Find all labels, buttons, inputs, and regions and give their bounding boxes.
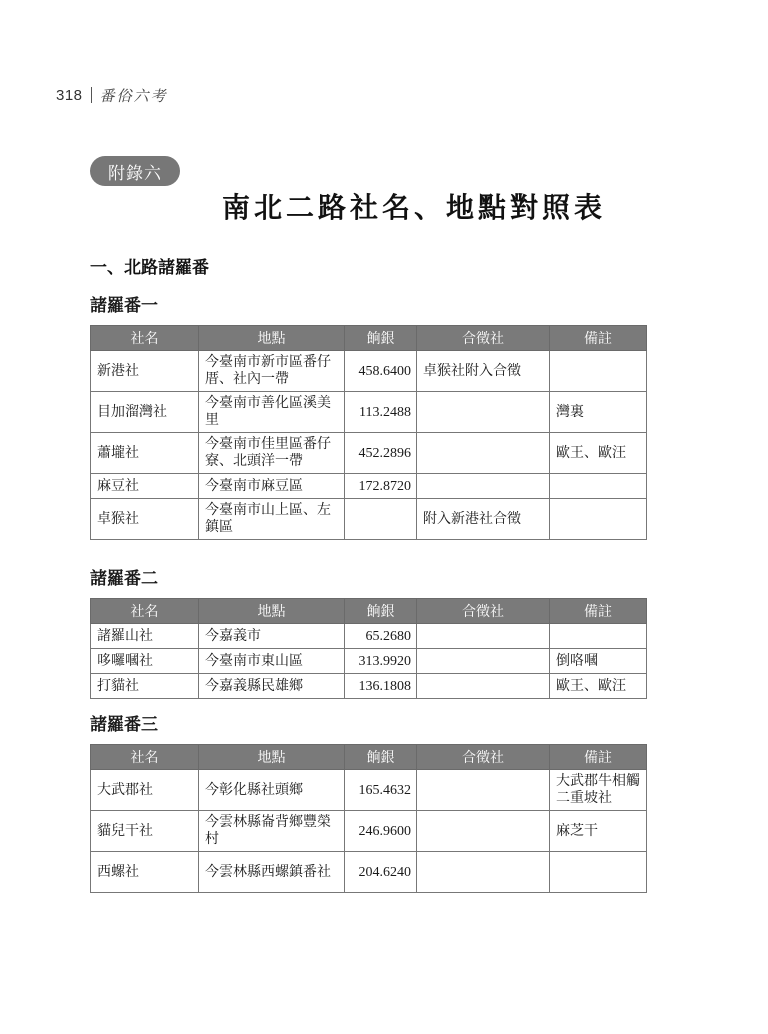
cell-tax: 136.1808 bbox=[345, 674, 417, 699]
group-2 bbox=[90, 569, 646, 699]
cell-location: 今臺南市善化區溪美里 bbox=[199, 392, 345, 433]
cell-name: 大武郡社 bbox=[91, 770, 199, 811]
cell-name: 西螺社 bbox=[91, 852, 199, 893]
cell-merged bbox=[417, 770, 550, 811]
col-header-name: 社名 bbox=[91, 326, 199, 351]
table-row bbox=[91, 624, 647, 649]
group-title: 諸羅番一 bbox=[90, 296, 158, 316]
cell-location: 今雲林縣崙背鄉豐榮村 bbox=[199, 811, 345, 852]
table-group-2 bbox=[90, 598, 647, 699]
col-header-location: 地點 bbox=[199, 326, 345, 351]
cell-merged: 附入新港社合徵 bbox=[417, 499, 550, 540]
cell-merged bbox=[417, 474, 550, 499]
cell-tax bbox=[345, 499, 417, 540]
cell-tax: 458.6400 bbox=[345, 351, 417, 392]
cell-tax: 452.2896 bbox=[345, 433, 417, 474]
table-group-1 bbox=[90, 325, 647, 540]
running-header bbox=[56, 84, 168, 106]
col-header-merged: 合徵社 bbox=[417, 326, 550, 351]
cell-merged bbox=[417, 674, 550, 699]
col-header-location: 地點 bbox=[199, 745, 345, 770]
cell-note bbox=[550, 624, 647, 649]
cell-merged bbox=[417, 392, 550, 433]
col-header-name: 社名 bbox=[91, 745, 199, 770]
header-divider bbox=[91, 87, 92, 103]
cell-note: 歐王、歐汪 bbox=[550, 433, 647, 474]
cell-merged bbox=[417, 624, 550, 649]
cell-note: 倒咯嘓 bbox=[550, 649, 647, 674]
cell-tax: 246.9600 bbox=[345, 811, 417, 852]
cell-tax: 113.2488 bbox=[345, 392, 417, 433]
cell-merged bbox=[417, 649, 550, 674]
cell-name: 諸羅山社 bbox=[91, 624, 199, 649]
cell-location: 今臺南市東山區 bbox=[199, 649, 345, 674]
cell-tax: 65.2680 bbox=[345, 624, 417, 649]
col-header-note: 備註 bbox=[550, 745, 647, 770]
table-row bbox=[91, 499, 647, 540]
group-title: 諸羅番三 bbox=[90, 715, 158, 735]
cell-name: 貓兒干社 bbox=[91, 811, 199, 852]
cell-tax: 204.6240 bbox=[345, 852, 417, 893]
group-3 bbox=[90, 715, 646, 893]
cell-tax: 165.4632 bbox=[345, 770, 417, 811]
cell-note: 大武郡牛相觸二重坡社 bbox=[550, 770, 647, 811]
table-header-row bbox=[91, 326, 647, 351]
cell-name: 新港社 bbox=[91, 351, 199, 392]
col-header-merged: 合徵社 bbox=[417, 745, 550, 770]
table-row bbox=[91, 649, 647, 674]
cell-note bbox=[550, 852, 647, 893]
table-row bbox=[91, 852, 647, 893]
col-header-name: 社名 bbox=[91, 599, 199, 624]
page-number: 318 bbox=[56, 86, 83, 104]
col-header-note: 備註 bbox=[550, 599, 647, 624]
table-row bbox=[91, 674, 647, 699]
table-row bbox=[91, 770, 647, 811]
cell-note: 歐王、歐汪 bbox=[550, 674, 647, 699]
cell-note bbox=[550, 474, 647, 499]
table-row bbox=[91, 433, 647, 474]
cell-name: 卓猴社 bbox=[91, 499, 199, 540]
col-header-note: 備註 bbox=[550, 326, 647, 351]
cell-note: 麻芝干 bbox=[550, 811, 647, 852]
cell-note: 灣裏 bbox=[550, 392, 647, 433]
cell-merged: 卓猴社附入合徵 bbox=[417, 351, 550, 392]
col-header-tax: 餉銀 bbox=[345, 745, 417, 770]
page-title: 南北二路社名、地點對照表 bbox=[221, 191, 606, 224]
cell-name: 打貓社 bbox=[91, 674, 199, 699]
col-header-location: 地點 bbox=[199, 599, 345, 624]
table-header-row bbox=[91, 599, 647, 624]
cell-location: 今嘉義市 bbox=[199, 624, 345, 649]
col-header-tax: 餉銀 bbox=[345, 326, 417, 351]
book-title: 番俗六考 bbox=[99, 86, 168, 105]
cell-name: 麻豆社 bbox=[91, 474, 199, 499]
col-header-tax: 餉銀 bbox=[345, 599, 417, 624]
cell-location: 今臺南市佳里區番仔寮、北頭洋一帶 bbox=[199, 433, 345, 474]
cell-tax: 172.8720 bbox=[345, 474, 417, 499]
cell-name: 目加溜灣社 bbox=[91, 392, 199, 433]
cell-tax: 313.9920 bbox=[345, 649, 417, 674]
table-group-3 bbox=[90, 744, 647, 893]
cell-merged bbox=[417, 811, 550, 852]
section-heading: 一、北路諸羅番 bbox=[90, 258, 209, 278]
cell-location: 今彰化縣社頭鄉 bbox=[199, 770, 345, 811]
cell-name: 蕭壠社 bbox=[91, 433, 199, 474]
cell-note bbox=[550, 499, 647, 540]
table-header-row bbox=[91, 745, 647, 770]
group-title: 諸羅番二 bbox=[90, 569, 158, 589]
appendix-label: 附錄六 bbox=[90, 156, 180, 186]
cell-location: 今臺南市山上區、左鎮區 bbox=[199, 499, 345, 540]
table-row bbox=[91, 351, 647, 392]
cell-location: 今臺南市新市區番仔厝、社內一帶 bbox=[199, 351, 345, 392]
cell-location: 今雲林縣西螺鎮番社 bbox=[199, 852, 345, 893]
table-row bbox=[91, 811, 647, 852]
cell-note bbox=[550, 351, 647, 392]
cell-name: 哆囉嘓社 bbox=[91, 649, 199, 674]
table-row bbox=[91, 474, 647, 499]
table-row bbox=[91, 392, 647, 433]
cell-location: 今嘉義縣民雄鄉 bbox=[199, 674, 345, 699]
col-header-merged: 合徵社 bbox=[417, 599, 550, 624]
group-1 bbox=[90, 296, 646, 540]
cell-merged bbox=[417, 433, 550, 474]
cell-merged bbox=[417, 852, 550, 893]
cell-location: 今臺南市麻豆區 bbox=[199, 474, 345, 499]
